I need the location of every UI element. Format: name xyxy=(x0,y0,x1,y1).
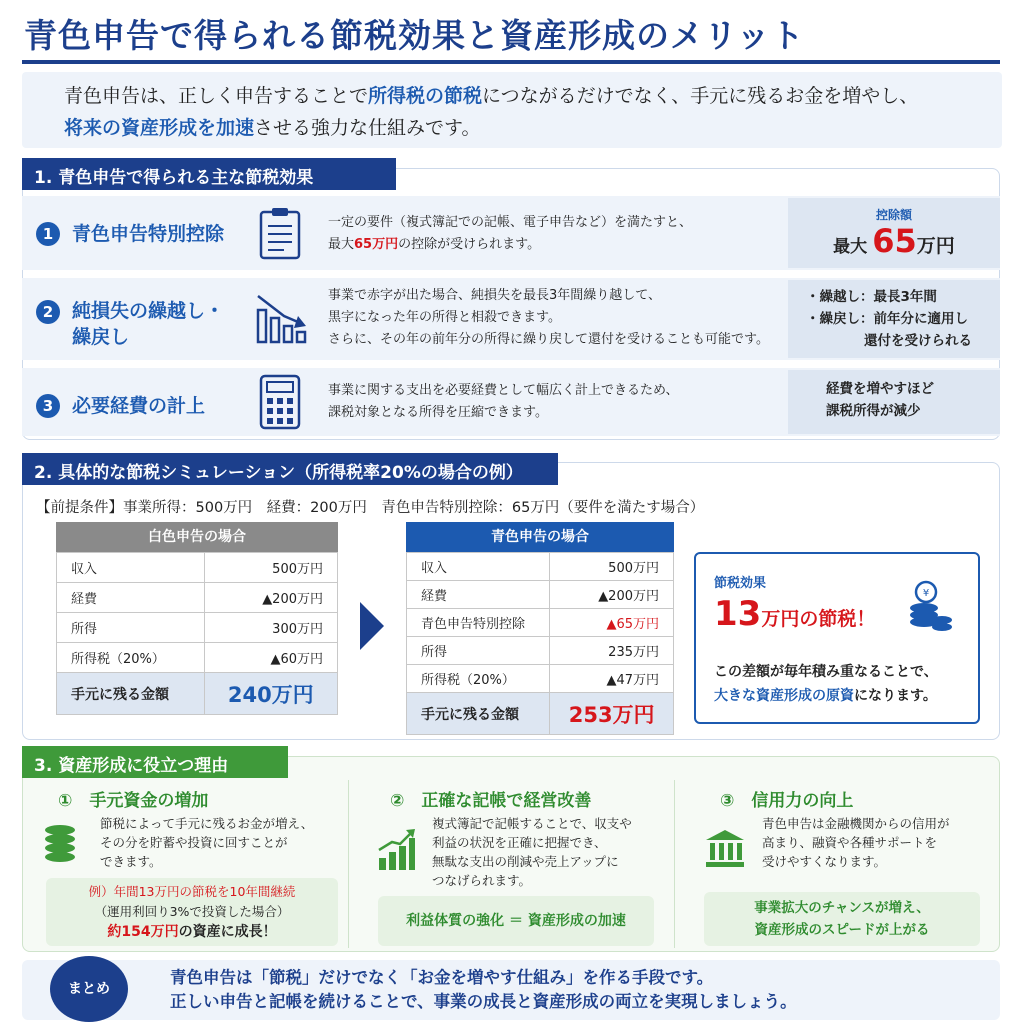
cell-value: ▲65万円 xyxy=(550,609,674,637)
cell-label: 経費 xyxy=(57,583,205,613)
table-header: 青色申告の場合 xyxy=(406,522,674,552)
total-label: 手元に残る金額 xyxy=(407,693,550,735)
desc-line: 事業で赤字が出た場合、純損失を最長3年間繰り越して、 xyxy=(328,288,662,303)
conclusion-line: 事業拡大のチャンスが増え、 xyxy=(754,900,930,916)
page-title: 青色申告で得られる節税効果と資産形成のメリット xyxy=(24,16,805,55)
total-row xyxy=(57,673,338,715)
row-desc xyxy=(328,212,692,256)
svg-text:¥: ¥ xyxy=(922,588,930,599)
premise-text: 【前提条件】事業所得：500万円 経費：200万円 青色申告特別控除：65万円（要件を満たす場合） xyxy=(36,500,705,516)
reason-num: ③ xyxy=(720,791,735,811)
desc-line: さらに、その年の前年分の所得に繰り戻して還付を受けることも可能です。 xyxy=(328,332,769,347)
white-table-body xyxy=(56,552,338,715)
example-amount: 約154万円 xyxy=(107,924,179,940)
effect-amount xyxy=(714,594,875,634)
summary-badge: まとめ xyxy=(50,956,128,1022)
desc-line: 事業に関する支出を必要経費として幅広く計上できるため、 xyxy=(328,383,679,398)
divider xyxy=(674,780,675,948)
cell-label: 収入 xyxy=(407,553,550,581)
table-row xyxy=(57,583,338,613)
reason-num: ① xyxy=(58,791,73,811)
reason-line: 利益の状況を正確に把握でき、 xyxy=(432,835,607,850)
example-line: 例）年間13万円の節税を10年間継続 xyxy=(88,884,296,899)
reason-line: その分を貯蓄や投資に回すことが xyxy=(100,835,288,850)
desc-line: 黒字になった年の所得と相殺できます。 xyxy=(328,310,561,325)
number-badge: 3 xyxy=(36,394,60,418)
total-value: 240万円 xyxy=(204,673,337,715)
table-row xyxy=(407,581,674,609)
section3-heading: 3. 資産形成に役立つ理由 xyxy=(22,746,288,778)
reason-line: 青色申告は金融機関からの信用が xyxy=(762,816,950,831)
desc-text: の控除が受けられます。 xyxy=(398,237,541,252)
reason-num: ② xyxy=(390,791,405,811)
desc-text: 最大 xyxy=(328,237,355,252)
row-desc xyxy=(328,380,678,424)
intro-line-2 xyxy=(64,112,1002,144)
summary-line: 青色申告は「節税」だけでなく「お金を増やす仕組み」を作る手段です。 xyxy=(170,968,714,987)
reason-desc xyxy=(432,814,632,890)
total-value: 253万円 xyxy=(550,693,674,735)
deduction-prefix: 最大 xyxy=(833,237,868,257)
white-return-table xyxy=(56,522,338,715)
row-desc xyxy=(328,285,769,351)
calculator-icon xyxy=(258,374,302,430)
reason-desc xyxy=(100,814,313,871)
carryover-line: ・繰戻し：前年分に適用し xyxy=(806,311,968,327)
row-title: 必要経費の計上 xyxy=(72,395,206,417)
deduction-unit: 万円 xyxy=(916,235,955,257)
cell-value: 300万円 xyxy=(204,613,337,643)
cell-value: ▲200万円 xyxy=(550,581,674,609)
example-box xyxy=(46,878,338,946)
intro-line-1 xyxy=(64,80,1002,112)
desc-amount: 65万円 xyxy=(354,237,399,252)
number-badge: 1 xyxy=(36,222,60,246)
reason-line: 高まり、融資や各種サポートを xyxy=(762,835,938,850)
reason-title xyxy=(58,786,208,811)
effect-unit: 万円の節税！ xyxy=(761,608,876,630)
reason-title-text: 正確な記帳で経営改善 xyxy=(421,791,592,811)
desc-line xyxy=(328,234,692,256)
effect-label: 節税効果 xyxy=(714,576,767,591)
cell-value: ▲47万円 xyxy=(550,665,674,693)
expense-line: 課税所得が減少 xyxy=(826,403,921,419)
tax-effect-box xyxy=(694,552,980,724)
effect-desc-line: この差額が毎年積み重なることで、 xyxy=(714,664,938,680)
intro-text: 青色申告は、正しく申告することで xyxy=(64,85,369,107)
reason-title xyxy=(390,786,591,811)
table-row xyxy=(57,613,338,643)
table-row xyxy=(407,553,674,581)
example-line: （運用利回り3%で投資した場合） xyxy=(94,904,290,919)
cell-label: 青色申告特別控除 xyxy=(407,609,550,637)
clipboard-icon xyxy=(258,206,302,260)
desc-line: 課税対象となる所得を圧縮できます。 xyxy=(328,405,548,420)
chart-down-icon xyxy=(254,292,308,346)
intro-box xyxy=(22,72,1002,148)
growth-chart-icon xyxy=(376,828,416,872)
cell-label: 所得 xyxy=(407,637,550,665)
section2-heading: 2. 具体的な節税シミュレーション（所得税率20%の場合の例） xyxy=(22,453,558,485)
intro-highlight: 将来の資産形成を加速 xyxy=(64,117,255,139)
cell-value: ▲200万円 xyxy=(204,583,337,613)
effect-number: 13 xyxy=(714,594,762,634)
coins-icon xyxy=(906,580,954,632)
deduction-amount: 65 xyxy=(872,222,917,260)
row-title: 青色申告特別控除 xyxy=(72,223,225,245)
cell-label: 経費 xyxy=(407,581,550,609)
reason-conclusion: 利益体質の強化 ＝ 資産形成の加速 xyxy=(378,896,654,946)
carryover-line: 還付を受けられる xyxy=(864,333,972,349)
effect-highlight: 大きな資産形成の原資 xyxy=(714,688,854,704)
intro-text: させる強力な仕組みです。 xyxy=(254,117,481,139)
reason-title xyxy=(720,786,853,811)
example-text: の資産に成長！ xyxy=(178,924,277,940)
section1-heading: 1. 青色申告で得られる主な節税効果 xyxy=(22,158,396,190)
table-row xyxy=(407,637,674,665)
carryover-line: ・繰越し：最長3年間 xyxy=(806,289,937,305)
reason-line: つなげられます。 xyxy=(432,873,532,888)
summary-line: 正しい申告と記帳を続けることで、事業の成長と資産形成の両立を実現しましょう。 xyxy=(170,992,797,1011)
cell-value: 235万円 xyxy=(550,637,674,665)
effect-desc xyxy=(714,660,938,708)
cell-label: 所得税（20%） xyxy=(407,665,550,693)
table-row xyxy=(407,609,674,637)
row-title-line: 純損失の繰越し・ xyxy=(72,300,225,322)
deduction-label: 控除額 xyxy=(875,208,912,222)
total-label: 手元に残る金額 xyxy=(57,673,205,715)
reason-title-text: 信用力の向上 xyxy=(751,791,854,811)
expense-line: 経費を増やすほど xyxy=(826,381,934,397)
reason-line: 受けやすくなります。 xyxy=(762,854,887,869)
reason-line: 節税によって手元に残るお金が増え、 xyxy=(100,816,314,831)
reason-line: できます。 xyxy=(100,854,162,869)
bank-icon xyxy=(704,828,746,868)
table-row xyxy=(407,665,674,693)
table-row xyxy=(57,643,338,673)
reason-title-text: 手元資金の増加 xyxy=(89,791,209,811)
blue-table-body xyxy=(406,552,674,735)
row-title xyxy=(72,298,224,350)
row-title-line: 繰戻し xyxy=(72,326,130,348)
cell-label: 収入 xyxy=(57,553,205,583)
intro-text: につながるだけでなく、手元に残るお金を増やし、 xyxy=(482,85,919,107)
summary-text xyxy=(170,966,797,1014)
effect-text: になります。 xyxy=(854,688,937,704)
cell-value: 500万円 xyxy=(204,553,337,583)
carryover-box xyxy=(788,280,1000,358)
table-header: 白色申告の場合 xyxy=(56,522,338,552)
arrow-right-icon xyxy=(358,600,386,652)
divider xyxy=(348,780,349,948)
reason-conclusion xyxy=(704,892,980,946)
cell-label: 所得 xyxy=(57,613,205,643)
expense-box xyxy=(788,370,1000,434)
effect-desc-line xyxy=(714,684,938,708)
total-row xyxy=(407,693,674,735)
coin-stack-icon xyxy=(42,822,78,868)
desc-line: 一定の要件（複式簿記での記帳、電子申告など）を満たすと、 xyxy=(328,215,693,230)
intro-highlight: 所得税の節税 xyxy=(368,85,483,107)
deduction-box xyxy=(788,198,1000,268)
number-badge: 2 xyxy=(36,300,60,324)
reason-desc xyxy=(762,814,950,871)
cell-value: ▲60万円 xyxy=(204,643,337,673)
title-underline xyxy=(22,60,1000,64)
reason-line: 無駄な支出の削減や売上アップに xyxy=(432,854,619,869)
reason-line: 複式簿記で記帳することで、収支や xyxy=(432,816,632,831)
cell-value: 500万円 xyxy=(550,553,674,581)
conclusion-line: 資産形成のスピードが上がる xyxy=(754,922,930,938)
table-row xyxy=(57,553,338,583)
cell-label: 所得税（20%） xyxy=(57,643,205,673)
blue-return-table xyxy=(406,522,674,735)
